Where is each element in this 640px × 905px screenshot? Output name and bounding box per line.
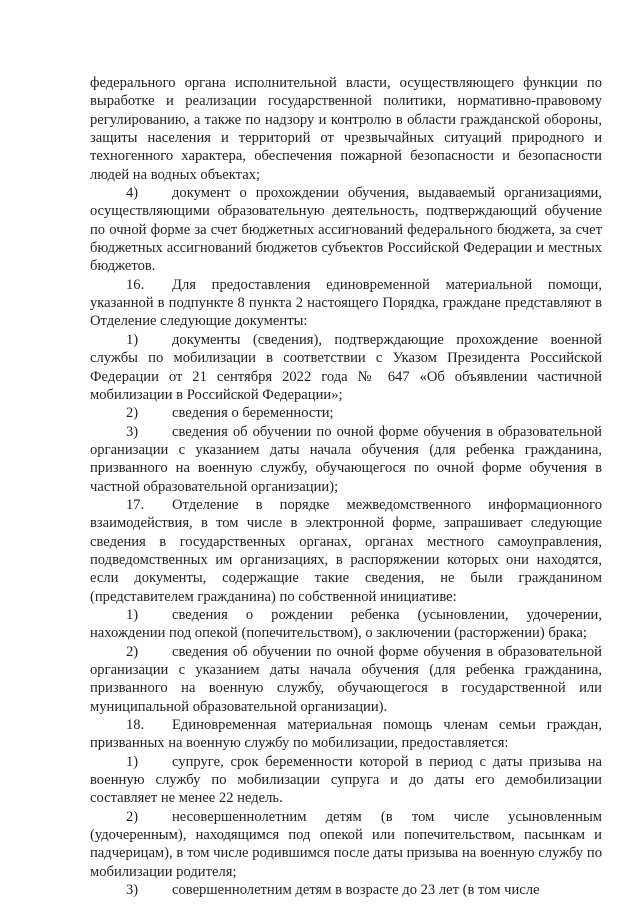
item-number: 2) [126,643,139,660]
item-number: 2) [126,405,139,422]
item-number: 1) [126,331,139,348]
list-item-3 [90,423,602,496]
item-number: 1) [126,753,139,770]
item-number: 3) [126,882,139,899]
item-text: несовершеннолетним детям (в том числе усыновленным (удочеренным), находящимся под опекой или попечительством, пасынкам и падчерицам), в том числе родившимся после даты призыва на военную службу по мобилизации родителя; [90,808,602,880]
list-item-1 [90,753,602,808]
item-text: документы (сведения), подтверждающие прохождение военной службы по мобилизации в соответствии с Указом Президента Российской Федерации от 21 сентября 2022 года № 647 «Об объявлении частичной мобилизации в Российской Федерации»; [90,331,602,403]
section-number: 17. [126,496,145,513]
section-text: Для предоставления единовременной материальной помощи, указанной в подпункте 8 пункта 2 настоящего Порядка, граждане представляют в Отделение следующие документы: [90,276,602,330]
item-number: 4) [126,185,139,202]
item-text: сведения о рождении ребенка (усыновлении, удочерении, нахождении под опекой (попечительством), о заключении (расторжении) брака; [90,606,602,642]
item-text: супруге, срок беременности которой в период с даты призыва на военную службу по мобилизации супруга и до даты его демобилизации составляет не менее 22 недель. [90,753,602,807]
list-item-2 [90,404,602,422]
list-item-1 [90,606,602,643]
section-number: 16. [126,276,145,293]
item-number: 2) [126,808,139,825]
item-text: совершеннолетним детям в возрасте до 23 лет (в том числе [172,882,540,899]
list-item-4 [90,184,602,276]
document-page [90,74,602,899]
item-number: 3) [126,423,139,440]
item-text: сведения о беременности; [172,405,334,422]
item-number: 1) [126,606,139,623]
section-16 [90,276,602,331]
item-text: документ о прохождении обучения, выдаваемый организациями, осуществляющими образовательную деятельность, подтверждающий обучение по очной форме за счет бюджетных ассигнований федерального бюджета, за счет бюджетных ассигнований бюджетов субъектов Российской Федерации и местных бюджетов. [90,185,602,275]
list-item-1 [90,331,602,404]
list-item-3 [90,881,602,899]
item-text: сведения об обучении по очной форме обучения в образовательной организации с указанием даты начала обучения (для ребенка гражданина, призванного на военную службу, обучающегося по очной форме обучения в частной образовательной организации); [90,423,602,495]
section-17 [90,496,602,606]
section-text: Отделение в порядке межведомственного информационного взаимодействия, в том числе в электронной форме, запрашивает следующие сведения в государственных органах, органах местного самоуправления, подведомственных им организациях, в распоряжении которых они находятся, если документы, содержащие такие сведения, не были гражданином (представителем гражданина) по собственной инициативе: [90,496,602,605]
item-text: сведения об обучении по очной форме обучения в образовательной организации с указанием даты начала обучения (для ребенка гражданина, призванного на военную службу, обучающегося в государственной или муниципальной образовательной организации). [90,643,602,715]
section-18 [90,716,602,753]
list-item-2 [90,808,602,881]
list-item-2 [90,643,602,716]
paragraph-continuation: федерального органа исполнительной власти, осуществляющего функции по выработке и реализации государственной политики, нормативно-правовому регулированию, а также по надзору и контролю в области гражданской обороны, защиты населения и территорий от чрезвычайных ситуаций природного и техногенного характера, обеспечения пожарной безопасности и безопасности людей на водных объектах; [90,75,602,183]
section-text: Единовременная материальная помощь членам семьи граждан, призванных на военную службу по мобилизации, предоставляется: [90,717,602,752]
section-number: 18. [126,717,145,734]
